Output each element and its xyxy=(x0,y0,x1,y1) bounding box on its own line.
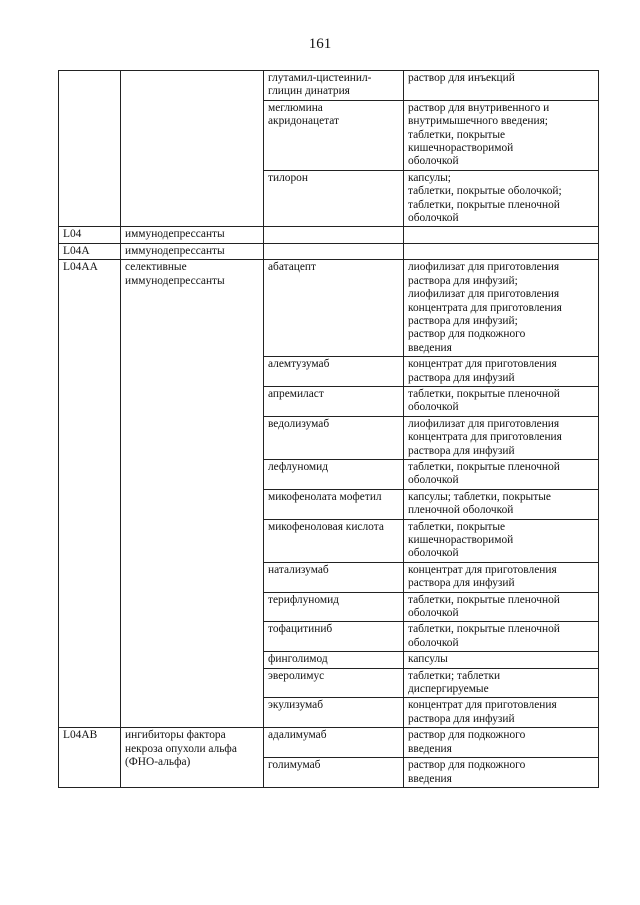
drug-table-body xyxy=(59,71,599,788)
dosage-form-cell: таблетки, покрытые пленочной оболочкой xyxy=(404,459,599,489)
dosage-form-cell: таблетки, покрытые пленочной оболочкой xyxy=(404,386,599,416)
dosage-form-cell: капсулы; таблетки, покрытые пленочной оболочкой xyxy=(404,489,599,519)
drug-name-cell: экулизумаб xyxy=(264,698,404,728)
dosage-form-cell: капсулы xyxy=(404,652,599,668)
dosage-form-cell xyxy=(404,227,599,243)
table-row xyxy=(59,728,599,758)
table-row xyxy=(59,71,599,101)
dosage-form-cell: лиофилизат для приготовления концентрата для приготовления раствора для инфузий xyxy=(404,416,599,459)
drug-table xyxy=(58,70,599,788)
atc-code-cell: L04 xyxy=(59,227,121,243)
drug-name-cell: эверолимус xyxy=(264,668,404,698)
dosage-form-cell: таблетки, покрытые пленочной оболочкой xyxy=(404,622,599,652)
drug-name-cell: финголимод xyxy=(264,652,404,668)
dosage-form-cell: лиофилизат для приготовления раствора для инфузий; лиофилизат для приготовления концентрата для приготовления раствора для инфузий; раствор для подкожного введения xyxy=(404,260,599,357)
dosage-form-cell: таблетки, покрытые кишечнорастворимой оболочкой xyxy=(404,519,599,562)
drug-name-cell: лефлуномид xyxy=(264,459,404,489)
atc-code-cell: L04AA xyxy=(59,260,121,728)
drug-name-cell: голимумаб xyxy=(264,758,404,788)
drug-name-cell: апремиласт xyxy=(264,386,404,416)
atc-code-cell xyxy=(59,71,121,227)
group-name-cell: иммунодепрессанты xyxy=(121,227,264,243)
dosage-form-cell: раствор для внутривенного и внутримышечного введения; таблетки, покрытые кишечнорастворимой оболочкой xyxy=(404,100,599,170)
dosage-form-cell: раствор для подкожного введения xyxy=(404,758,599,788)
drug-name-cell: адалимумаб xyxy=(264,728,404,758)
group-name-cell: ингибиторы фактора некроза опухоли альфа (ФНО-альфа) xyxy=(121,728,264,788)
drug-name-cell: меглюмина акридонацетат xyxy=(264,100,404,170)
drug-name-cell: тофацитиниб xyxy=(264,622,404,652)
group-name-cell: селективные иммунодепрессанты xyxy=(121,260,264,728)
dosage-form-cell: концентрат для приготовления раствора для инфузий xyxy=(404,357,599,387)
drug-name-cell: натализумаб xyxy=(264,562,404,592)
drug-name-cell xyxy=(264,227,404,243)
page-number: 161 xyxy=(308,36,332,52)
table-row xyxy=(59,227,599,243)
drug-name-cell xyxy=(264,243,404,259)
table-row xyxy=(59,260,599,357)
dosage-form-cell: раствор для подкожного введения xyxy=(404,728,599,758)
table-row xyxy=(59,243,599,259)
dosage-form-cell xyxy=(404,243,599,259)
drug-name-cell: абатацепт xyxy=(264,260,404,357)
drug-name-cell: микофеноловая кислота xyxy=(264,519,404,562)
drug-name-cell: терифлуномид xyxy=(264,592,404,622)
drug-name-cell: глутамил-цистеинил- глицин динатрия xyxy=(264,71,404,101)
dosage-form-cell: капсулы; таблетки, покрытые оболочкой; таблетки, покрытые пленочной оболочкой xyxy=(404,170,599,227)
dosage-form-cell: концентрат для приготовления раствора для инфузий xyxy=(404,562,599,592)
dosage-form-cell: таблетки; таблетки диспергируемые xyxy=(404,668,599,698)
dosage-form-cell: таблетки, покрытые пленочной оболочкой xyxy=(404,592,599,622)
dosage-form-cell: раствор для инъекций xyxy=(404,71,599,101)
group-name-cell xyxy=(121,71,264,227)
atc-code-cell: L04A xyxy=(59,243,121,259)
group-name-cell: иммунодепрессанты xyxy=(121,243,264,259)
atc-code-cell: L04AB xyxy=(59,728,121,788)
drug-name-cell: тилорон xyxy=(264,170,404,227)
drug-name-cell: микофенолата мофетил xyxy=(264,489,404,519)
drug-name-cell: алемтузумаб xyxy=(264,357,404,387)
dosage-form-cell: концентрат для приготовления раствора для инфузий xyxy=(404,698,599,728)
drug-name-cell: ведолизумаб xyxy=(264,416,404,459)
